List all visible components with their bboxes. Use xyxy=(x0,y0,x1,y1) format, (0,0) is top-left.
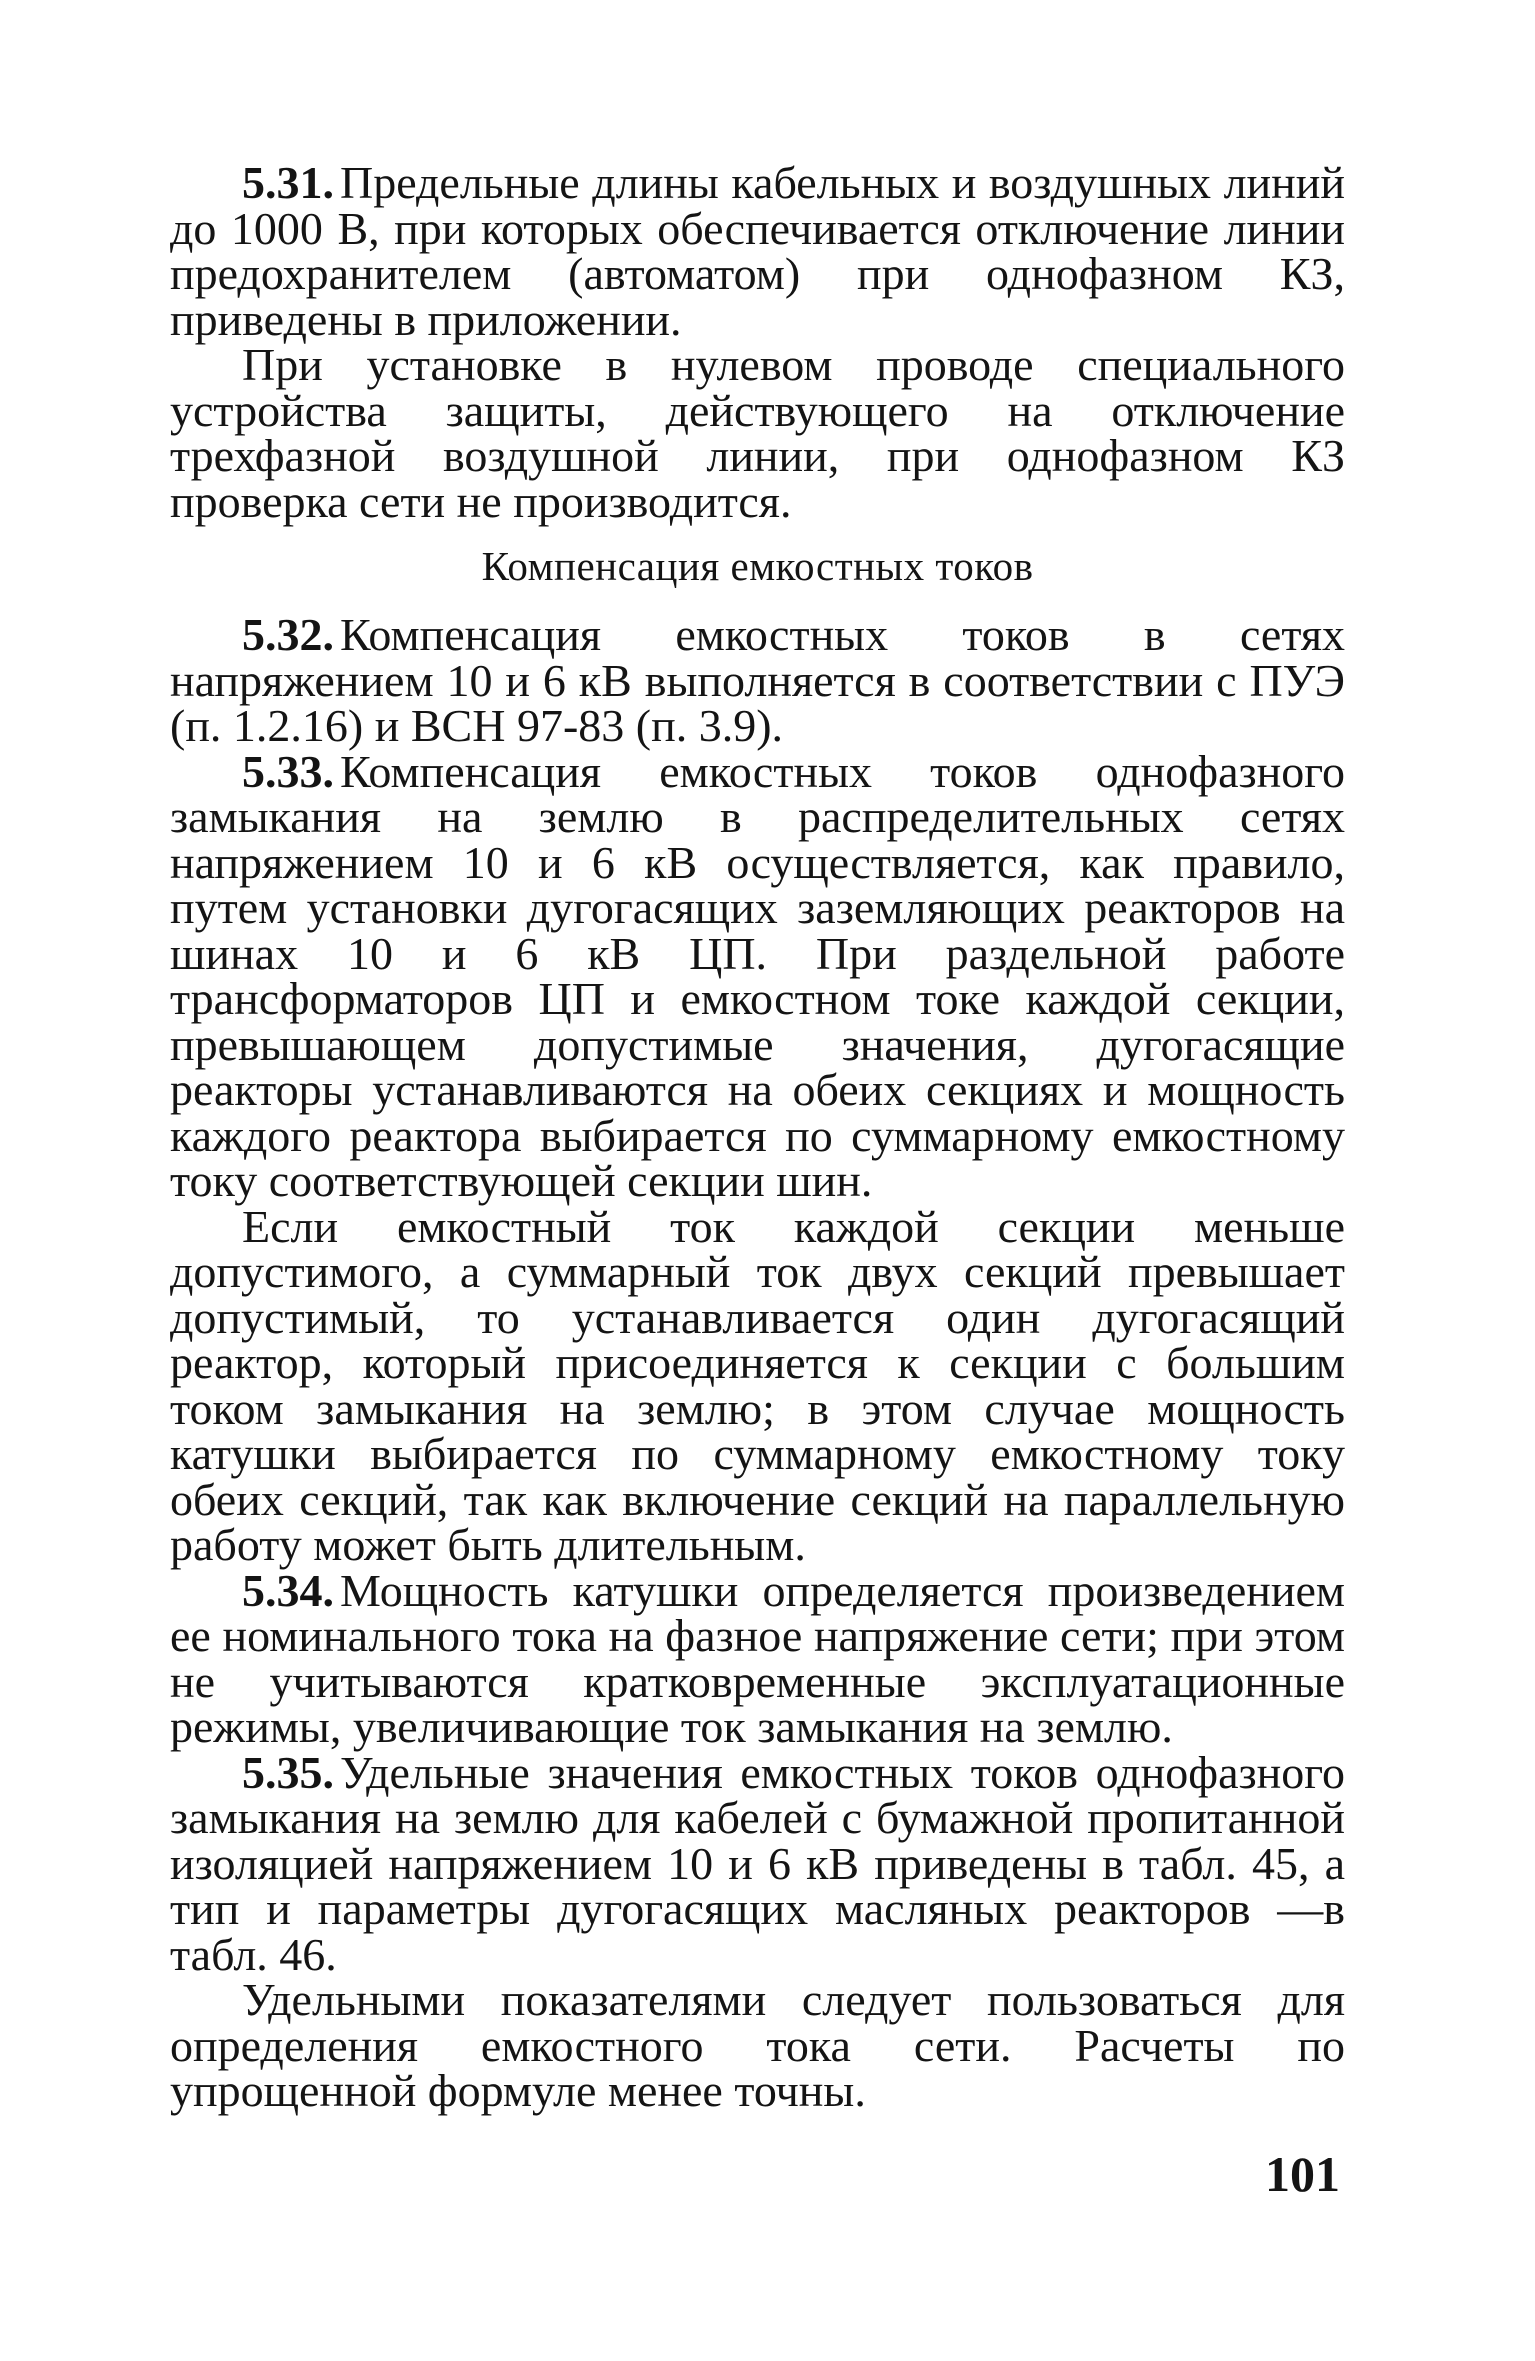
paragraph-text: При установке в нулевом проводе специального устройства защиты, действующего на отключение трехфазной воздушной линии, при однофазном КЗ проверка сети не производится. xyxy=(170,339,1345,527)
page-number: 101 xyxy=(1265,2146,1340,2202)
paragraph-text: Удельными показателями следует пользоваться для определения емкостного тока сети. Расчеты по упрощенной формуле менее точны. xyxy=(170,1974,1345,2116)
paragraph-number: 5.32. xyxy=(242,609,334,660)
paragraph-5-33-continued xyxy=(170,1200,1345,1570)
paragraph-number: 5.33. xyxy=(242,745,334,797)
paragraph-number: 5.34. xyxy=(242,1564,334,1616)
paragraph-text: Мощность катушки определяется произведением ее номинального тока на фазное напряжение сети; при этом не учитываются кратковременные эксплуатационные режимы, увеличивающие ток замыкания на землю. xyxy=(170,1564,1345,1752)
paragraph-number: 5.31. xyxy=(242,157,334,208)
paragraph-5-31 xyxy=(170,157,1345,345)
paragraph-5-32 xyxy=(170,609,1345,751)
paragraph-5-35 xyxy=(170,1746,1345,1980)
paragraph-5-34 xyxy=(170,1564,1345,1752)
paragraph-number: 5.35. xyxy=(242,1746,334,1798)
paragraph-5-31-continued xyxy=(170,339,1345,527)
page-text xyxy=(170,157,1345,2116)
paragraph-text: Если емкостный ток каждой секции меньше допустимого, а суммарный ток двух секций превышает допустимый, то устанавливается один дугогасящий реактор, который присоединяется к секции с большим током замыкания на землю; в этом случае мощность катушки выбирается по суммарному емкостному току обеих секций, так как включение секций на параллельную работу может быть длительным. xyxy=(170,1200,1345,1570)
paragraph-text: Удельные значения емкостных токов однофазного замыкания на землю для кабелей с бумажной пропитанной изоляцией напряжением 10 и 6 кВ приведены в табл. 45, а тип и параметры дугогасящих масляных реакторов —в табл. 46. xyxy=(170,1746,1345,1980)
section-heading: Компенсация емкостных токов xyxy=(481,543,1034,589)
paragraph-5-35-continued xyxy=(170,1974,1345,2116)
paragraph-text: Компенсация емкостных токов в сетях напряжением 10 и 6 кВ выполняется в соответствии с ПУЭ (п. 1.2.16) и ВСН 97-83 (п. 3.9). xyxy=(170,609,1345,751)
paragraph-text: Компенсация емкостных токов однофазного замыкания на землю в распределительных сетях напряжением 10 и 6 кВ осуществляется, как правило, путем установки дугогасящих заземляющих реакторов на шинах 10 и 6 кВ ЦП. При раздельной работе трансформаторов ЦП и емкостном токе каждой секции, превышающем допустимые значения, дугогасящие реакторы устанавливаются на обеих секциях и мощность каждого реактора выбирается по суммарному емкостному току соответствующей секции шин. xyxy=(170,745,1345,1206)
paragraph-5-33 xyxy=(170,745,1345,1206)
paragraph-text: Предельные длины кабельных и воздушных линий до 1000 В, при которых обеспечивается отключение линии предохранителем (автоматом) при однофазном КЗ, приведены в приложении. xyxy=(170,157,1345,345)
